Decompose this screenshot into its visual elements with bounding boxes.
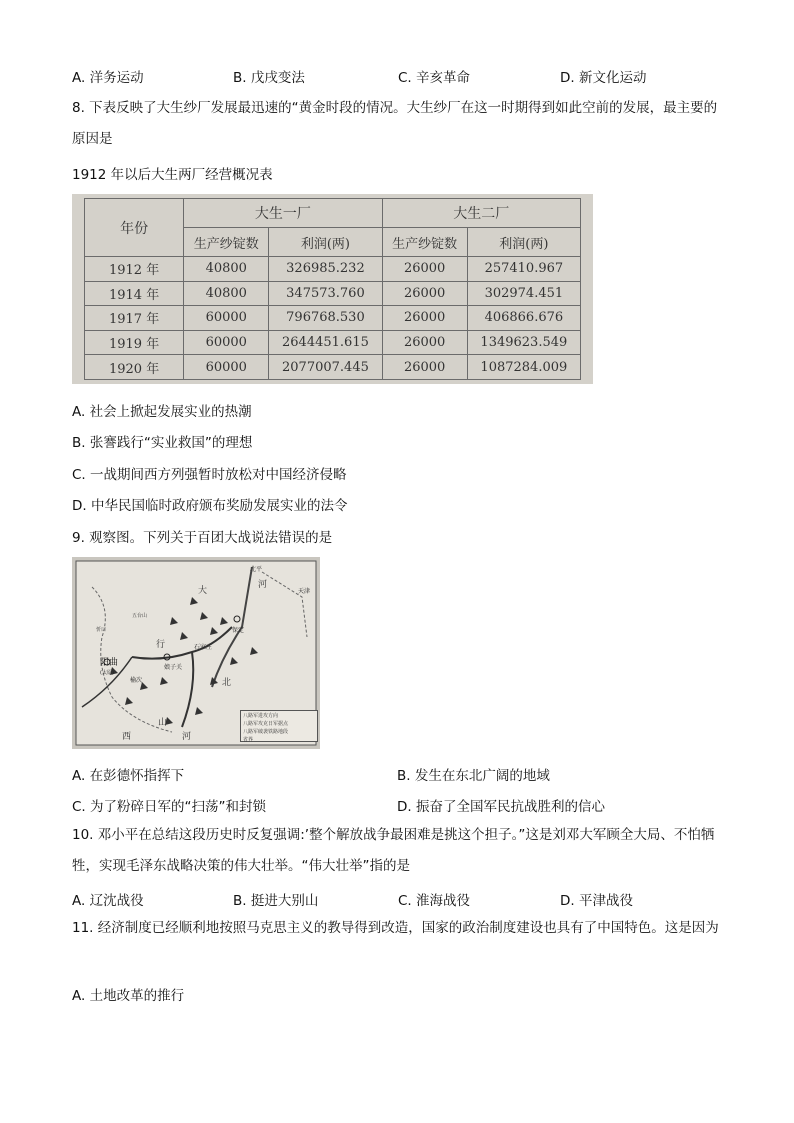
q9-map-photo <box>72 557 320 749</box>
map-label-shijiazhuang: 石家庄 <box>194 644 213 651</box>
map-label-da: 大 <box>198 586 208 596</box>
map-label-river1: 河 <box>258 580 268 590</box>
table-cell: 26000 <box>382 330 467 355</box>
q8-option-d: D. 中华民国临时政府颁布奖励发展实业的法令 <box>72 498 348 514</box>
map-label-xi: 西 <box>122 732 132 742</box>
table-cell: 302974.451 <box>467 281 580 306</box>
q8-table-photo <box>72 194 593 384</box>
table-row <box>85 355 581 380</box>
table-cell: 2077007.445 <box>269 355 382 380</box>
table-row <box>85 281 581 306</box>
map-label-taiyuan: (太原) <box>100 670 114 676</box>
table-cell: 326985.232 <box>269 257 382 282</box>
q11-stem: 11. 经济制度已经顺利地按照马克思主义的教导得到改造，国家的政治制度建设也具有了中国特色。这是因为 <box>72 920 719 936</box>
table-cell: 26000 <box>382 306 467 331</box>
q8-option-a: A. 社会上掀起发展实业的热潮 <box>72 404 252 420</box>
table-cell: 26000 <box>382 355 467 380</box>
table-cell: 1087284.009 <box>467 355 580 380</box>
q11-option-a: A. 土地改革的推行 <box>72 988 185 1004</box>
table-row <box>85 330 581 355</box>
q9-stem: 9. 观察图。下列关于百团大战说法错误的是 <box>72 530 333 546</box>
sub-header: 生产纱锭数 <box>382 228 467 257</box>
q8-stem: 8. 下表反映了大生纱厂发展最迅速的“黄金时段的情况。大生纱厂在这一时期得到如此空前的发展，最主要的原因是 <box>72 100 718 147</box>
table-cell: 1919 年 <box>85 330 184 355</box>
q7-option-c: C. 辛亥革命 <box>398 70 471 86</box>
map-label-niangziguan: 娘子关 <box>164 664 183 671</box>
table-cell: 40800 <box>184 257 269 282</box>
map-label-hang: 行 <box>156 640 166 650</box>
q8-table-caption: 1912 年以后大生两厂经营概况表 <box>72 167 273 183</box>
q9-option-b: B. 发生在东北广阔的地域 <box>397 768 550 784</box>
year-header: 年份 <box>85 199 184 257</box>
table-row <box>85 306 581 331</box>
factory2-header: 大生二厂 <box>382 199 580 228</box>
map-label-river2: 北 <box>222 678 232 688</box>
legend-item: 省界 <box>243 737 254 743</box>
sub-header: 利润(两) <box>467 228 580 257</box>
table-cell: 1917 年 <box>85 306 184 331</box>
q9-option-a: A. 在彭德怀指挥下 <box>72 768 185 784</box>
q10-stem: 10. 邓小平在总结这段历史时反复强调:’整个解放战争最困难是挑这个担子。”这是刘邓大军顾全大局、不怕牺牲，实现毛泽东战略决策的伟大壮举。“伟大壮举”指的是 <box>72 827 715 874</box>
map-label-beiping: 北平 <box>250 566 263 573</box>
legend-item: 八路军攻克日军据点 <box>243 721 289 727</box>
q8-option-b: B. 张謇践行“实业救国”的理想 <box>72 435 253 451</box>
map-label-he: 河 <box>182 732 192 742</box>
q8-table <box>84 198 581 380</box>
legend-item: 八路军进攻方向 <box>243 713 279 719</box>
q7-option-b: B. 戊戌变法 <box>233 70 305 86</box>
table-cell: 60000 <box>184 355 269 380</box>
table-cell: 60000 <box>184 306 269 331</box>
map-label-wutai: 五台山 <box>132 613 148 619</box>
map-label-yuci: 榆次 <box>130 677 143 684</box>
table-cell: 1912 年 <box>85 257 184 282</box>
q10-option-a: A. 辽沈战役 <box>72 893 144 909</box>
table-cell: 347573.760 <box>269 281 382 306</box>
q8-option-c: C. 一战期间西方列强暂时放松对中国经济侵略 <box>72 467 347 483</box>
q10-option-c: C. 淮海战役 <box>398 893 471 909</box>
map-label-yangqu: 阳曲 <box>100 658 119 668</box>
table-cell: 26000 <box>382 257 467 282</box>
table-cell: 1349623.549 <box>467 330 580 355</box>
table-cell: 1920 年 <box>85 355 184 380</box>
map-label-jingkou: 忻口 <box>96 627 107 633</box>
table-cell: 26000 <box>382 281 467 306</box>
factory1-header: 大生一厂 <box>184 199 382 228</box>
table-cell: 257410.967 <box>467 257 580 282</box>
legend-item: 八路军破袭铁路地段 <box>243 729 289 735</box>
map-legend <box>240 710 318 742</box>
table-cell: 1914 年 <box>85 281 184 306</box>
q7-option-d: D. 新文化运动 <box>560 70 647 86</box>
q9-option-c: C. 为了粉碎日军的“扫荡”和封锁 <box>72 799 266 815</box>
sub-header: 利润(两) <box>269 228 382 257</box>
map-label-baoding: 保定 <box>232 627 245 634</box>
table-row <box>85 257 581 282</box>
q9-option-d: D. 振奋了全国军民抗战胜利的信心 <box>397 799 605 815</box>
table-cell: 406866.676 <box>467 306 580 331</box>
map-label-tianjin: 天津 <box>298 588 311 595</box>
q10-option-b: B. 挺进大别山 <box>233 893 319 909</box>
table-cell: 40800 <box>184 281 269 306</box>
table-cell: 2644451.615 <box>269 330 382 355</box>
table-cell: 60000 <box>184 330 269 355</box>
q10-option-d: D. 平津战役 <box>560 893 633 909</box>
sub-header: 生产纱锭数 <box>184 228 269 257</box>
q7-option-a: A. 洋务运动 <box>72 70 144 86</box>
table-cell: 796768.530 <box>269 306 382 331</box>
map-label-shan: 山 <box>158 718 168 728</box>
